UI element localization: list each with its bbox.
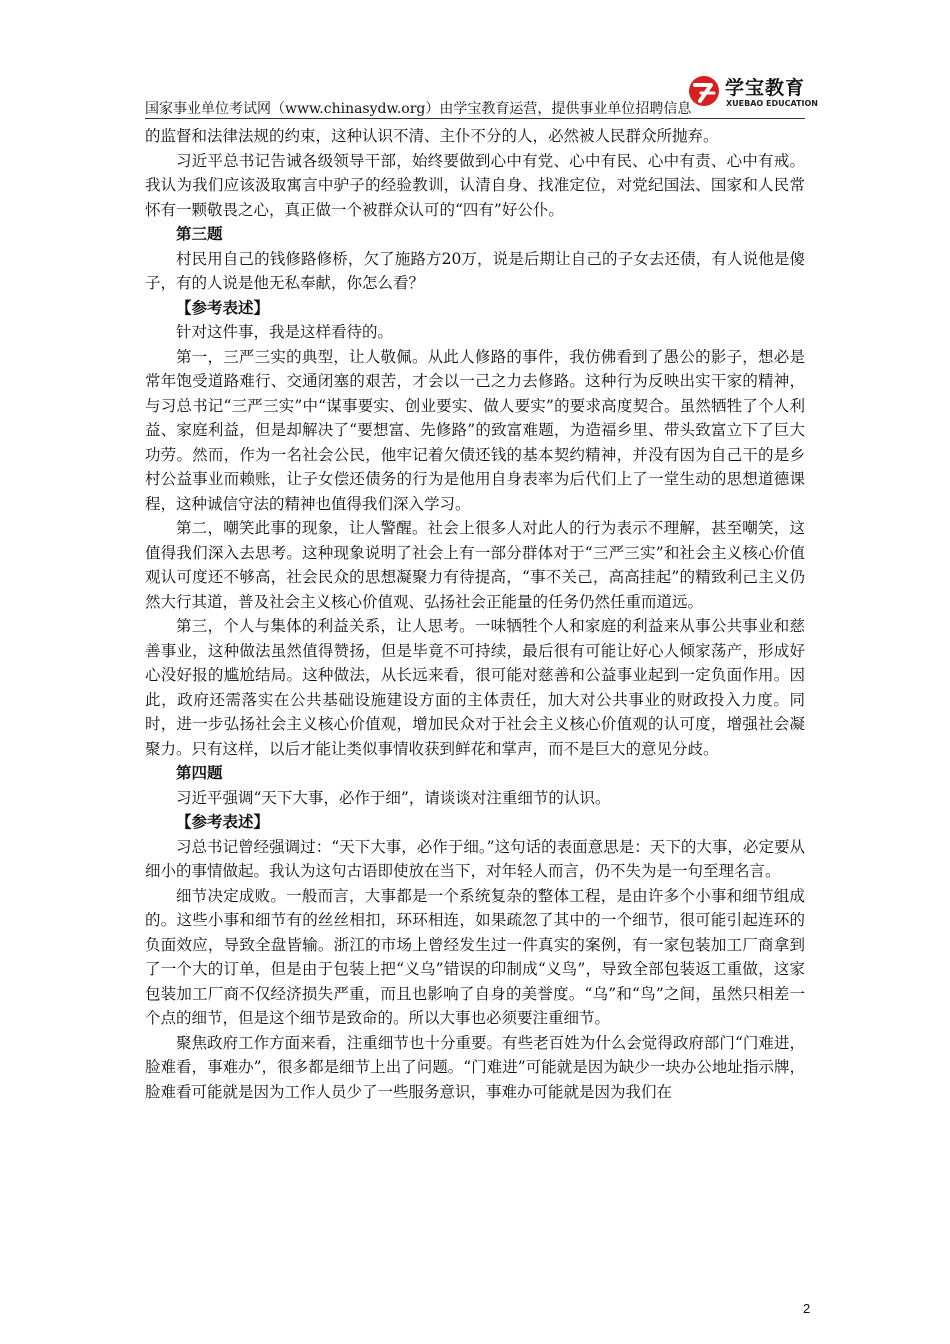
logo-text-cn: 学宝教育 (725, 77, 806, 99)
answer-heading: 【参考表述】 (176, 812, 270, 831)
paragraph: 第二，嘲笑此事的现象，让人警醒。社会上很多人对此人的行为表示不理解，甚至嘲笑，这值得我们深入去思考。这种现象说明了社会上有一部分群体对于“三严三实”和社会主义核心价值观认可度还不够高，社会民众的思想凝聚力有待提高，“事不关己，高高挂起”的精致利己主义仍然大行其道，普及社会主义核心价值观、弘扬社会正能量的任务仍然任重而道远。 (145, 519, 805, 611)
question-text: 村民用自己的钱修路修桥，欠了施路方20万，说是后期让自己的子女去还债，有人说他是傻子，有的人说是他无私奉献，你怎么看？ (145, 249, 805, 292)
document-body (145, 124, 805, 1104)
paragraph: 针对这件事，我是这样看待的。 (176, 323, 394, 341)
paragraph: 第一，三严三实的典型，让人敬佩。从此人修路的事件，我仿佛看到了愚公的影子，想必是常年饱受道路难行、交通闭塞的艰苦，才会以一己之力去修路。这种行为反映出实干家的精神，与习总书记“三严三实”中“谋事要实、创业要实、做人要实”的要求高度契合。虽然牺牲了个人利益、家庭利益，但是却解决了“要想富、先修路”的致富难题，为造福乡里、带头致富立下了巨大功劳。然而，作为一名社会公民，他牢记着欠债还钱的基本契约精神，并没有因为自己干的是乡村公益事业而赖账，让子女偿还债务的行为是他用自身表率为后代们上了一堂生动的思想道德课程，这种诚信守法的精神也值得我们深入学习。 (145, 347, 805, 513)
page-header (145, 72, 818, 118)
header-divider (145, 118, 805, 119)
logo-text-en: XUEBAO EDUCATION (726, 99, 818, 108)
page-number: 2 (803, 1301, 811, 1316)
paragraph: 细节决定成败。一般而言，大事都是一个系统复杂的整体工程，是由许多个小事和细节组成的。这些小事和细节有的丝丝相扣，环环相连，如果疏忽了其中的一个细节，很可能引起连环的负面效应，导致全盘皆输。浙江的市场上曾经发生过一件真实的案例，有一家包装加工厂商拿到了一个大的订单，但是由于包装上把“义乌”错误的印制成“义鸟”，导致全部包装返工重做，这家包装加工厂商不仅经济损失严重，而且也影响了自身的美誉度。“乌”和“鸟”之间，虽然只相差一个点的细节，但是这个细节是致命的。所以大事也必须要注重细节。 (145, 886, 805, 1027)
answer-heading: 【参考表述】 (176, 297, 270, 317)
paragraph: 聚焦政府工作方面来看，注重细节也十分重要。有些老百姓为什么会觉得政府部门“门难进，脸难看，事难办”，很多都是细节上出了问题。“门难进”可能就是因为缺少一块办公地址指示牌，脸难看可能就是因为工作人员少了一些服务意识，事难办可能就是因为我们在 (145, 1033, 805, 1101)
xuebao-logo (687, 72, 818, 112)
question-text: 习近平强调“天下大事，必作于细”，请谈谈对注重细节的认识。 (176, 788, 611, 807)
question-heading: 第四题 (176, 763, 223, 782)
xuebao-logo-icon (687, 74, 721, 108)
header-text: 国家事业单位考试网（www.chinasydw.org）由学宝教育运营，提供事业单位招聘信息 (145, 101, 692, 117)
paragraph: 的监督和法律法规的约束，这种认识不清、主仆不分的人，必然被人民群众所抛弃。 (145, 127, 719, 145)
paragraph: 第三，个人与集体的利益关系，让人思考。一味牺牲个人和家庭的利益来从事公共事业和慈善事业，这种做法虽然值得赞扬，但是毕竟不可持续，最后很有可能让好心人倾家荡产，形成好心没好报的尴尬结局。这种做法，从长远来看，很可能对慈善和公益事业起到一定负面作用。因此，政府还需落实在公共基础设施建设方面的主体责任，加大对公共事业的财政投入力度。同时，进一步弘扬社会主义核心价值观，增加民众对于社会主义核心价值观的认可度，增强社会凝聚力。只有这样，以后才能让类似事情收获到鲜花和掌声，而不是巨大的意见分歧。 (145, 617, 805, 758)
question-heading: 第三题 (176, 224, 223, 243)
paragraph: 习总书记曾经强调过：“天下大事，必作于细。”这句话的表面意思是：天下的大事，必定要从细小的事情做起。我认为这句古语即使放在当下，对年轻人而言，仍不失为是一句至理名言。 (145, 837, 805, 880)
paragraph: 习近平总书记告诫各级领导干部，始终要做到心中有党、心中有民、心中有责、心中有戒。我认为我们应该汲取寓言中驴子的经验教训，认清自身、找准定位，对党纪国法、国家和人民常怀有一颗敬畏之心，真正做一个被群众认可的“四有”好公仆。 (145, 151, 805, 219)
